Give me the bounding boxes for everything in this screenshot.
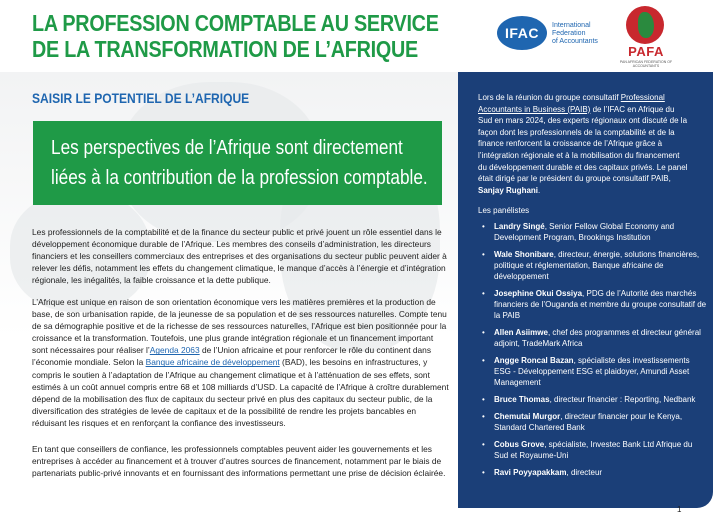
pafa-logo	[618, 6, 674, 66]
highlight-line-2: liées à la contribution de la profession comptable.	[51, 167, 428, 189]
paragraph-2	[32, 296, 450, 429]
bullet-icon: •	[482, 222, 485, 232]
paragraph-2-part-b: de l’Union africaine et pour renforcer le rôle du continent dans l’économie mondiale. Selon la	[32, 345, 432, 368]
list-item	[478, 327, 708, 349]
panelist-role: , spécialiste des investissements ESG - Développement ESG et plaidoyer, Amundi Asset Management	[494, 356, 690, 388]
list-item	[478, 411, 708, 433]
panelist-name: Ravi Poyyapakkam	[494, 468, 567, 478]
list-item	[478, 439, 708, 461]
paragraph-3: En tant que conseillers de confiance, les professionnels comptables peuvent aider les gouvernements et les entreprises à accéder au financement et à trouver d’autres sources de financement, notamment par le biais de partenariats public-privé innovants et en fournissant des informations permettant une prise de décision éclairée.	[32, 444, 446, 479]
paib-link[interactable]: Professional Accountants in Business (PAIB)	[478, 93, 665, 114]
title-line-2: DE LA TRANSFORMATION DE L’AFRIQUE	[32, 36, 418, 62]
title-line-1: LA PROFESSION COMPTABLE AU SERVICE	[32, 10, 439, 36]
page-number: 1	[677, 505, 682, 514]
list-item	[478, 467, 708, 478]
bullet-icon: •	[482, 440, 485, 450]
panelist-role: , directeur financier : Reporting, Nedbank	[549, 395, 696, 405]
pafa-globe-icon	[626, 6, 664, 44]
ifac-logo-mark: IFAC	[497, 16, 547, 50]
highlight-line-1: Les perspectives de l’Afrique sont directement	[51, 137, 403, 159]
ifac-line-2: Federation	[552, 30, 586, 37]
panelists-heading: Les panélistes	[478, 206, 530, 216]
paragraph-2-part-c: (BAD), les besoins en infrastructures, y compris le soutien à l’adaptation de l’Afrique au changement climatique et à l’atténuation de ses effets, sont estimés à un coût annuel compris entre 68 et 108 milliards d’USD. La capacité de l’Afrique à croître durablement dépend de la mobilisation des flux de capitaux du secteur privé en plus des capitaux du secteur public, de la diversification des stratégies de levée de capitaux et de la possibilité de rendre les projets bancables en réduisant les risques et en renforçant la confiance des investisseurs.	[32, 357, 449, 428]
ifac-line-1: International	[552, 22, 591, 29]
ifac-logo-text	[552, 22, 612, 46]
panelist-role: , spécialiste, Investec Bank Ltd Afrique du Sud et Royaume-Uni	[494, 440, 693, 461]
list-item	[478, 288, 708, 321]
sidebar-intro-part-b: de l’IFAC en Afrique du Sud en mars 2024, des experts régionaux ont discuté de la façon dont les professionnels de la comptabilité et de la finance renforcent la croissance de l’Afrique grâce à l’intégration régionale et à la mobilisation du financement du développement durable et des capitaux privés. Le panel était dirigé par le président du groupe consultatif PAIB,	[478, 104, 688, 184]
panelist-name: Cobus Grove	[494, 440, 545, 450]
highlight-box	[33, 121, 442, 205]
panelists-list	[478, 221, 713, 478]
panelist-role: , Senior Fellow Global Economy and Development Program, Brookings Institution	[494, 222, 675, 243]
list-item	[478, 355, 708, 388]
list-item	[478, 221, 708, 243]
panelist-name: Angge Roncal Bazan	[494, 356, 574, 366]
page-header	[0, 0, 713, 72]
bullet-icon: •	[482, 250, 485, 260]
sidebar-panel	[458, 72, 713, 508]
panelist-role: , directeur financier pour le Kenya, Standard Chartered Bank	[494, 412, 683, 433]
panel-chair: Sanjay Rughani	[478, 185, 539, 195]
bullet-icon: •	[482, 289, 485, 299]
panelist-role: , PDG de l’Autorité des marchés financiers de l’Ouganda et membre du groupe consultatif de la PAIB	[494, 289, 707, 321]
bullet-icon: •	[482, 395, 485, 405]
panelist-name: Landry Singé	[494, 222, 545, 232]
afdb-link[interactable]: Banque africaine de développement	[145, 357, 280, 368]
panelist-name: Josephine Okui Ossiya	[494, 289, 583, 299]
ifac-line-3: of Accountants	[552, 38, 598, 45]
panelist-role: , directeur	[566, 468, 603, 478]
panelist-name: Allen Asiimwe	[494, 328, 548, 338]
panelist-name: Wale Shonibare	[494, 250, 554, 260]
highlight-text	[51, 133, 447, 193]
sidebar-intro	[478, 92, 688, 196]
pafa-subtitle: PAN AFRICAN FEDERATION OF ACCOUNTANTS	[619, 60, 673, 68]
bullet-icon: •	[482, 356, 485, 366]
paragraph-2-part-a: L’Afrique est unique en raison de son orientation économique vers les matières premières et la production de base, de son urbanisation rapide, de la jeunesse de sa population et de ses ressources naturelles. Compte tenu de sa démographie positive et de la richesse de ses ressources naturelles, l’Afrique est bien positionnée pour la croissance et la transformation. Toutefois, une plus grande intégration régionale et un financement important sont nécessaires pour réaliser l’	[32, 297, 447, 356]
bullet-icon: •	[482, 328, 485, 338]
agenda-2063-link[interactable]: Agenda 2063	[149, 345, 200, 356]
panelist-name: Chemutai Murgor	[494, 412, 561, 422]
list-item	[478, 394, 708, 405]
panelist-role: , directeur, énergie, solutions financières, politique et réglementation, Banque africaine de développement	[494, 250, 700, 282]
sidebar-intro-part-a: Lors de la réunion du groupe consultatif	[478, 93, 621, 102]
paragraph-1: Les professionnels de la comptabilité et de la finance du secteur public et privé jouent un rôle essentiel dans le développement économique durable de l’Afrique. Les membres des conseils d’administration, les directeurs financiers et les conseillers commerciaux des entreprises et des organisations du secteur public peuvent aider à relever les défis, notamment les effets du changement climatique, le manque d’accès à l’énergie et d’intégration régionale, les inégalités, la faible croissance et la dette publique.	[32, 227, 447, 286]
page-title	[32, 10, 439, 62]
pafa-logo-text: PAFA	[628, 44, 664, 59]
ifac-logo	[497, 12, 607, 52]
bullet-icon: •	[482, 412, 485, 422]
section-subtitle: SAISIR LE POTENTIEL DE L’AFRIQUE	[32, 90, 250, 106]
sidebar-intro-end: .	[538, 185, 541, 195]
bullet-icon: •	[482, 468, 485, 478]
panelist-role: , chef des programmes et directeur général adjoint, TradeMark Africa	[494, 328, 701, 349]
panelist-name: Bruce Thomas	[494, 395, 550, 405]
list-item	[478, 249, 708, 282]
